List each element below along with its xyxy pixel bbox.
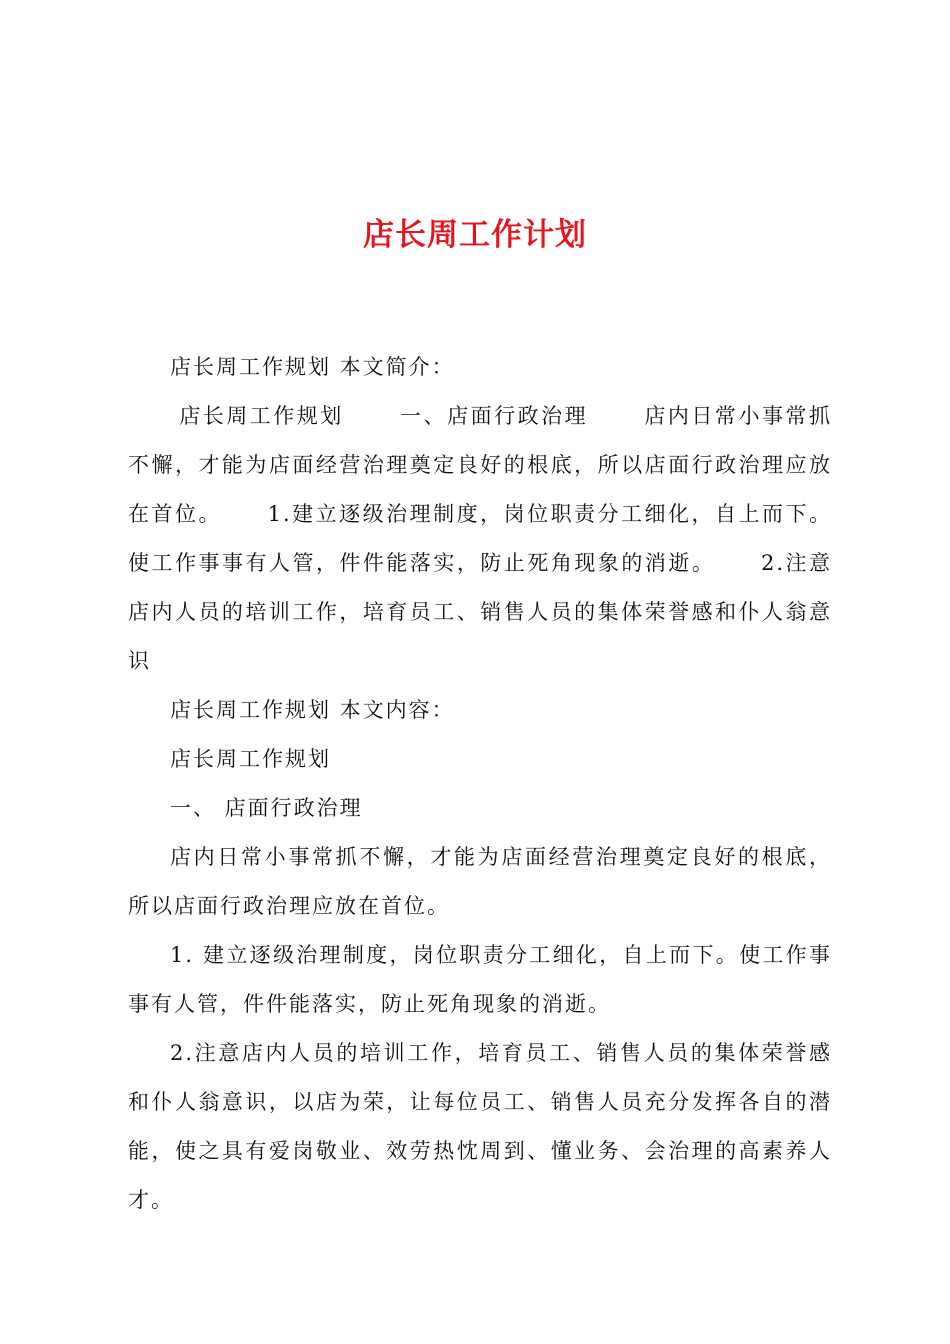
document-body <box>128 343 832 1225</box>
section-heading: 一、 店面行政治理 <box>170 796 363 820</box>
summary-paragraph: 店长周工作规划 一、店面行政治理 店内日常小事常抓不懈，才能为店面经营治理奠定良好的根底，所以店面行政治理应放在首位。 1.建立逐级治理制度，岗位职责分工细化，自上而下。使工作事事有人管，件件能落实，防止死角现象的消逝。 2.注意店内人员的培训工作，培育员工、销售人员的集体荣誉感和仆人翁意识 <box>128 404 832 673</box>
content-heading: 店长周工作规划 本文内容： <box>170 698 455 722</box>
list-item: 2.注意店内人员的培训工作，培育员工、销售人员的集体荣誉感和仆人翁意识，以店为荣，让每位员工、销售人员充分发挥各自的潜能，使之具有爱岗敬业、效劳热忱周到、懂业务、会治理的高素养人才。 <box>128 1041 832 1212</box>
body-paragraph: 店内日常小事常抓不懈，才能为店面经营治理奠定良好的根底，所以店面行政治理应放在首位。 <box>128 845 832 918</box>
document-title: 店长周工作计划 <box>363 217 587 253</box>
plan-heading: 店长周工作规划 <box>170 747 331 771</box>
intro-paragraph: 店长周工作规划 本文简介： <box>170 355 455 379</box>
list-item: 1. 建立逐级治理制度，岗位职责分工细化，自上而下。使工作事事有人管，件件能落实，防止死角现象的消逝。 <box>128 943 832 1016</box>
